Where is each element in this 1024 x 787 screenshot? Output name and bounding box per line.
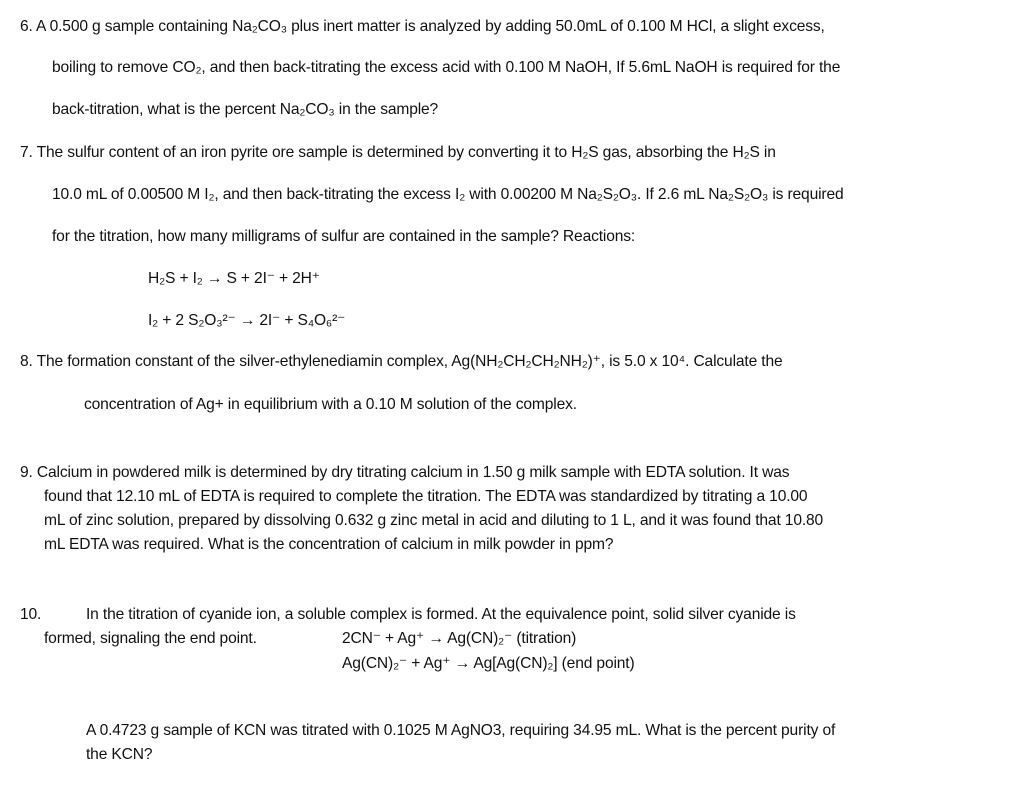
q7-line-3: for the titration, how many milligrams of sulfur are contained in the sample? Reactions: <box>52 228 636 245</box>
q7-reaction-1: H₂S + I₂ → S + 2I⁻ + 2H⁺ <box>148 270 320 287</box>
q10-reaction-2: Ag(CN)₂⁻ + Ag⁺ → Ag[Ag(CN)₂] (end point) <box>342 655 635 672</box>
q7-line-2: 10.0 mL of 0.00500 M I₂, and then back-titrating the excess I₂ with 0.00200 M Na₂S₂O₃. If 2.6 mL Na₂S₂O₃ is required <box>52 186 844 203</box>
q9-line-2: found that 12.10 mL of EDTA is required to complete the titration. The EDTA was standardized by titrating a 10.00 <box>44 488 808 505</box>
q10-problem-line-1: A 0.4723 g sample of KCN was titrated with 0.1025 M AgNO3, requiring 34.95 mL. What is the percent purity of <box>86 722 836 739</box>
q10-line-1: In the titration of cyanide ion, a soluble complex is formed. At the equivalence point, solid silver cyanide is <box>86 606 796 623</box>
q9-line-3: mL of zinc solution, prepared by dissolving 0.632 g zinc metal in acid and diluting to 1 L, and it was found that 10.80 <box>44 512 824 529</box>
q6-line-2: boiling to remove CO₂, and then back-titrating the excess acid with 0.100 M NaOH, If 5.6mL NaOH is required for the <box>52 59 841 76</box>
q6-line-1: 6. A 0.500 g sample containing Na₂CO₃ plus inert matter is analyzed by adding 50.0mL of 0.100 M HCl, a slight excess, <box>20 18 825 35</box>
q8-line-2: concentration of Ag+ in equilibrium with a 0.10 M solution of the complex. <box>84 396 577 413</box>
q10-line-2: formed, signaling the end point. <box>44 630 257 647</box>
q9-line-4: mL EDTA was required. What is the concentration of calcium in milk powder in ppm? <box>44 536 614 553</box>
q6-line-3: back-titration, what is the percent Na₂CO₃ in the sample? <box>52 101 439 118</box>
q9-line-1: 9. Calcium in powdered milk is determined by dry titrating calcium in 1.50 g milk sample with EDTA solution. It was <box>20 464 790 481</box>
q10-reaction-1: 2CN⁻ + Ag⁺ → Ag(CN)₂⁻ (titration) <box>342 630 577 647</box>
q10-number: 10. <box>20 606 42 623</box>
q10-problem-line-2: the KCN? <box>86 746 153 763</box>
q7-line-1: 7. The sulfur content of an iron pyrite ore sample is determined by converting it to H₂S gas, absorbing the H₂S in <box>20 144 776 161</box>
q8-line-1: 8. The formation constant of the silver-ethylenediamin complex, Ag(NH₂CH₂CH₂NH₂)⁺, is 5.0 x 10⁴. Calculate the <box>20 353 783 370</box>
q7-reaction-2: I₂ + 2 S₂O₃²⁻ → 2I⁻ + S₄O₆²⁻ <box>148 312 346 329</box>
